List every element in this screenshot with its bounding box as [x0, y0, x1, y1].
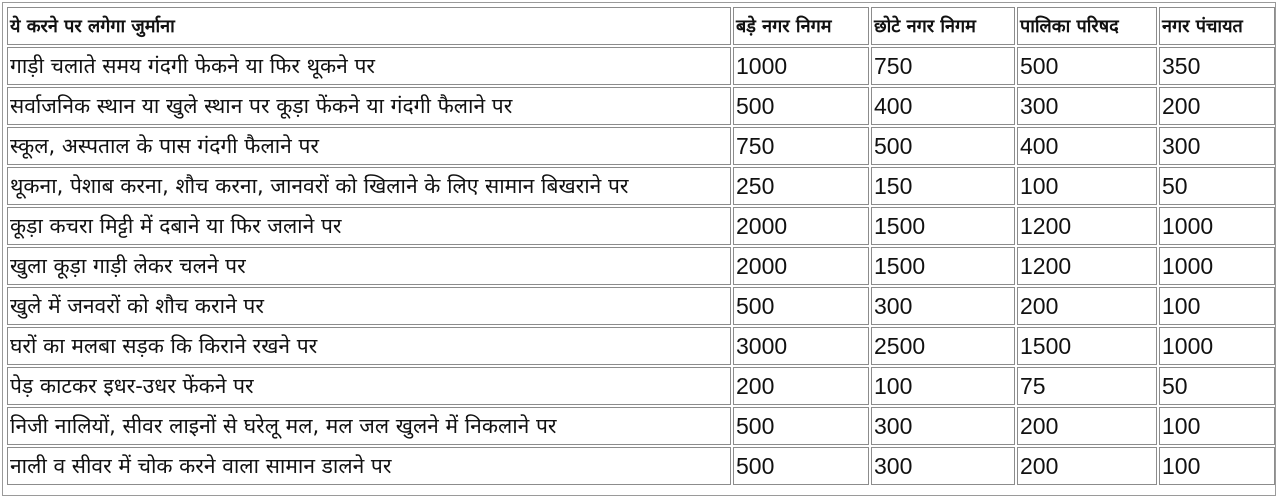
offense-cell: स्कूल, अस्पताल के पास गंदगी फैलाने पर: [7, 127, 731, 165]
offense-cell: निजी नालियों, सीवर लाइनों से घरेलू मल, मल जल खुलने में निकलाने पर: [7, 407, 731, 445]
offense-cell: खुला कूड़ा गाड़ी लेकर चलने पर: [7, 247, 731, 285]
table-row: [7, 447, 1275, 485]
fine-cell: 1000: [733, 47, 869, 85]
table-row: [7, 327, 1275, 365]
fine-cell: 2500: [871, 327, 1015, 365]
fine-cell: 400: [1017, 127, 1157, 165]
offense-cell: पेड़ काटकर इधर-उधर फेंकने पर: [7, 367, 731, 405]
offense-cell: खुले में जनवरों को शौच कराने पर: [7, 287, 731, 325]
table-row: [7, 87, 1275, 125]
fine-cell: 200: [1017, 287, 1157, 325]
fine-cell: 3000: [733, 327, 869, 365]
header-small-municipal-corporation: छोटे नगर निगम: [871, 7, 1015, 45]
offense-cell: नाली व सीवर में चोक करने वाला सामान डालने पर: [7, 447, 731, 485]
table-row: [7, 247, 1275, 285]
table-row: [7, 47, 1275, 85]
header-offense: ये करने पर लगेगा जुर्माना: [7, 7, 731, 45]
fine-cell: 300: [1159, 127, 1275, 165]
fine-cell: 500: [733, 287, 869, 325]
table-header: [7, 7, 1275, 45]
fine-cell: 2000: [733, 247, 869, 285]
fine-cell: 200: [1017, 447, 1157, 485]
fine-cell: 200: [733, 367, 869, 405]
table-body: [7, 47, 1275, 485]
table-row: [7, 167, 1275, 205]
fine-cell: 150: [871, 167, 1015, 205]
table-row: [7, 127, 1275, 165]
fine-cell: 300: [1017, 87, 1157, 125]
fine-cell: 50: [1159, 367, 1275, 405]
fine-cell: 1500: [871, 247, 1015, 285]
table-row: [7, 407, 1275, 445]
fine-cell: 100: [1159, 447, 1275, 485]
fine-cell: 300: [871, 447, 1015, 485]
table-row: [7, 287, 1275, 325]
fine-cell: 1000: [1159, 247, 1275, 285]
fine-cell: 300: [871, 287, 1015, 325]
fine-cell: 500: [733, 407, 869, 445]
fine-cell: 1200: [1017, 247, 1157, 285]
fine-cell: 1000: [1159, 327, 1275, 365]
offense-cell: घरों का मलबा सड़क कि किराने रखने पर: [7, 327, 731, 365]
fine-cell: 1500: [1017, 327, 1157, 365]
fine-cell: 1500: [871, 207, 1015, 245]
header-nagar-panchayat: नगर पंचायत: [1159, 7, 1275, 45]
fine-cell: 400: [871, 87, 1015, 125]
offense-cell: थूकना, पेशाब करना, शौच करना, जानवरों को खिलाने के लिए सामान बिखराने पर: [7, 167, 731, 205]
fine-cell: 350: [1159, 47, 1275, 85]
header-row: [7, 7, 1275, 45]
fine-cell: 50: [1159, 167, 1275, 205]
fine-cell: 75: [1017, 367, 1157, 405]
fine-cell: 2000: [733, 207, 869, 245]
fine-cell: 100: [1159, 407, 1275, 445]
fine-cell: 750: [871, 47, 1015, 85]
offense-cell: कूड़ा कचरा मिट्टी में दबाने या फिर जलाने पर: [7, 207, 731, 245]
fine-cell: 100: [1159, 287, 1275, 325]
fine-cell: 1000: [1159, 207, 1275, 245]
fine-cell: 200: [1017, 407, 1157, 445]
fine-cell: 750: [733, 127, 869, 165]
fine-cell: 100: [1017, 167, 1157, 205]
header-municipal-council: पालिका परिषद: [1017, 7, 1157, 45]
fine-cell: 500: [1017, 47, 1157, 85]
fine-cell: 200: [1159, 87, 1275, 125]
fine-cell: 500: [733, 87, 869, 125]
table-row: [7, 207, 1275, 245]
offense-cell: गाड़ी चलाते समय गंदगी फेकने या फिर थूकने पर: [7, 47, 731, 85]
table-row: [7, 367, 1275, 405]
fine-cell: 500: [733, 447, 869, 485]
fine-table-frame: [2, 2, 1276, 496]
fine-table: [5, 5, 1277, 487]
fine-cell: 500: [871, 127, 1015, 165]
fine-cell: 1200: [1017, 207, 1157, 245]
fine-cell: 300: [871, 407, 1015, 445]
fine-cell: 100: [871, 367, 1015, 405]
fine-cell: 250: [733, 167, 869, 205]
offense-cell: सर्वाजनिक स्थान या खुले स्थान पर कूड़ा फेंकने या गंदगी फैलाने पर: [7, 87, 731, 125]
header-big-municipal-corporation: बड़े नगर निगम: [733, 7, 869, 45]
